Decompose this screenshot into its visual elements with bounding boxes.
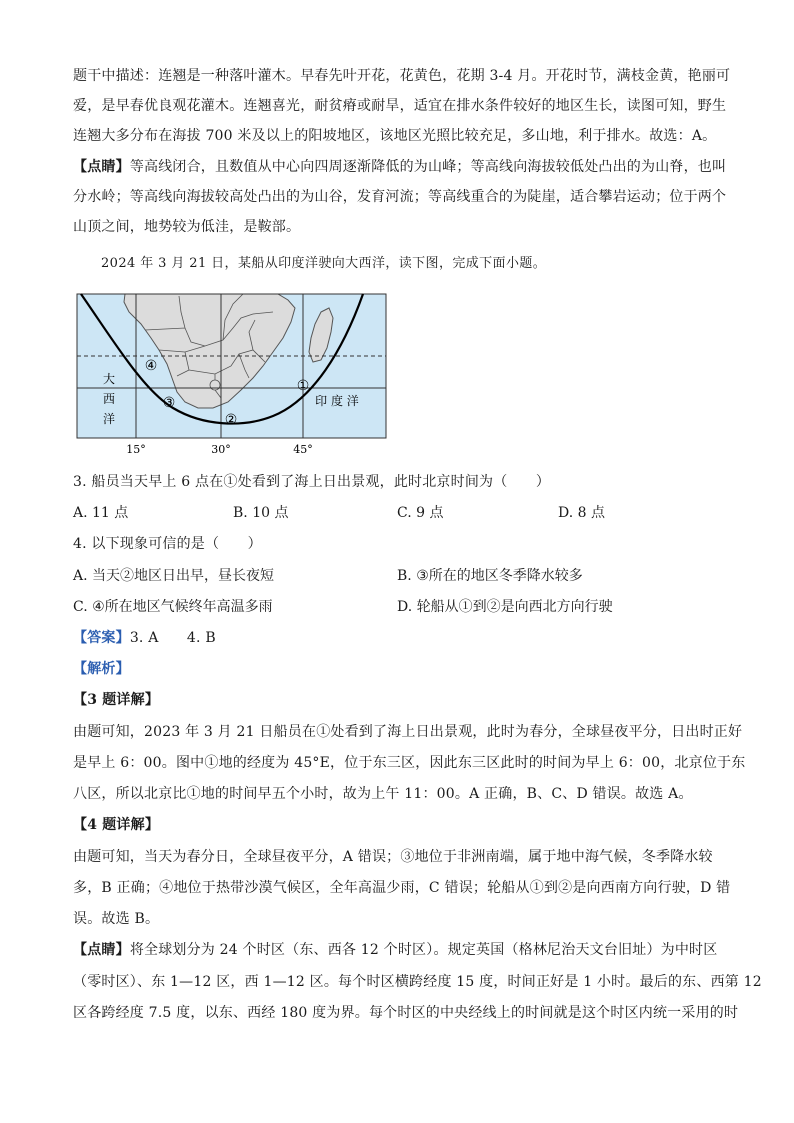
question-3-stem: 3. 船员当天早上 6 点在①处看到了海上日出景观，此时北京时间为（ ） [73,474,551,490]
dianjing-label: 【点睛】 [73,159,130,175]
answer-line [73,628,721,648]
q3-option-b: B. 10 点 [233,505,289,521]
q4-option-d: D. 轮船从①到②是向西北方向行驶 [397,599,613,615]
text-line: 由题可知，2023 年 3 月 21 日船员在①处看到了海上日出景观，此时为春分，全球昼夜平分，日出时正好 [73,724,743,740]
text-line: 由题可知，当天为春分日，全球昼夜平分，A 错误；③地位于非洲南端，属于地中海气候，冬季降水较 [73,849,713,865]
dianjing-paragraph [73,940,721,960]
lon-tick-label: 45° [293,443,313,456]
answer-label: 【答案】 [73,630,130,646]
detail-3-label: 【3 题详解】 [73,692,160,708]
q4-option-a: A. 当天②地区日出早，昼长夜短 [73,568,275,584]
answer-text: 3. A 4. B [129,630,216,646]
atlantic-label: 洋 [102,412,116,426]
indian-ocean-label: 印 度 洋 [315,394,359,408]
atlantic-label: 大 [102,372,116,386]
detail-4-label: 【4 题详解】 [73,817,160,833]
text-line: 等高线闭合，且数值从中心向四周逐渐降低的为山峰；等高线向海拔较低处凸出的为山脊，也叫 [129,159,727,175]
point-1-label: ① [296,378,310,394]
question-4-stem: 4. 以下现象可信的是（ ） [73,536,262,552]
text-line: （零时区）、东 1—12 区，西 1—12 区。每个时区横跨经度 15 度，时间正好是 1 小时。最后的东、西第 12 [73,974,762,990]
lon-tick-label: 30° [211,443,231,456]
atlantic-label: 西 [102,392,116,406]
q3-option-a: A. 11 点 [73,505,129,521]
q3-option-d: D. 8 点 [558,505,605,521]
text-line: 区各跨经度 7.5 度，以东、西经 180 度为界。每个时区的中央经线上的时间就是这个时区内统一采用的时 [73,1005,739,1021]
map-figure [73,290,395,458]
analysis-label: 【解析】 [73,661,130,677]
text-line: 连翘大多分布在海拔 700 米及以上的阳坡地区，该地区光照比较充足，多山地，利于排水。故选：A。 [73,128,717,144]
text-line: 山顶之间，地势较为低洼，是鞍部。 [73,219,301,235]
q4-option-b: B. ③所在的地区冬季降水较多 [397,568,583,584]
text-line: 八区，所以北京比①地的时间早五个小时，故为上午 11：00。A 正确，B、C、D 错误。故选 A。 [73,786,693,802]
lon-tick-label: 15° [126,443,146,456]
dianjing-label: 【点睛】 [73,942,130,958]
text-line: 多，B 正确；④地位于热带沙漠气候区，全年高温少雨，C 错误；轮船从①到②是向西南方向行驶，D 错 [73,880,731,896]
point-4-label: ④ [144,358,158,374]
text-line: 题干中描述：连翘是一种落叶灌木。早春先叶开花，花黄色，花期 3-4 月。开花时节，满枝金黄，艳丽可 [73,68,731,84]
dianjing-paragraph [73,157,727,177]
q3-option-c: C. 9 点 [397,505,444,521]
question-intro: 2024 年 3 月 21 日，某船从印度洋驶向大西洋，读下图，完成下面小题。 [101,256,547,271]
point-3-label: ③ [162,395,176,411]
point-2-label: ② [224,412,238,428]
text-line: 是早上 6：00。图中①地的经度为 45°E，位于东三区，因此东三区此时的时间为早上 6：00，北京位于东 [73,755,746,771]
text-line: 爱，是早春优良观花灌木。连翘喜光，耐贫瘠或耐旱，适宜在排水条件较好的地区生长，读图可知，野生 [73,98,727,114]
q4-option-c: C. ④所在地区气候终年高温多雨 [73,599,273,615]
text-line: 误。故选 B。 [73,911,160,927]
text-line: 将全球划分为 24 个时区（东、西各 12 个时区）。规定英国（格林尼治天文台旧址）为中时区 [129,942,718,958]
text-line: 分水岭；等高线向海拔较高处凸出的为山谷，发育河流；等高线重合的为陡崖，适合攀岩运动；位于两个 [73,189,727,205]
